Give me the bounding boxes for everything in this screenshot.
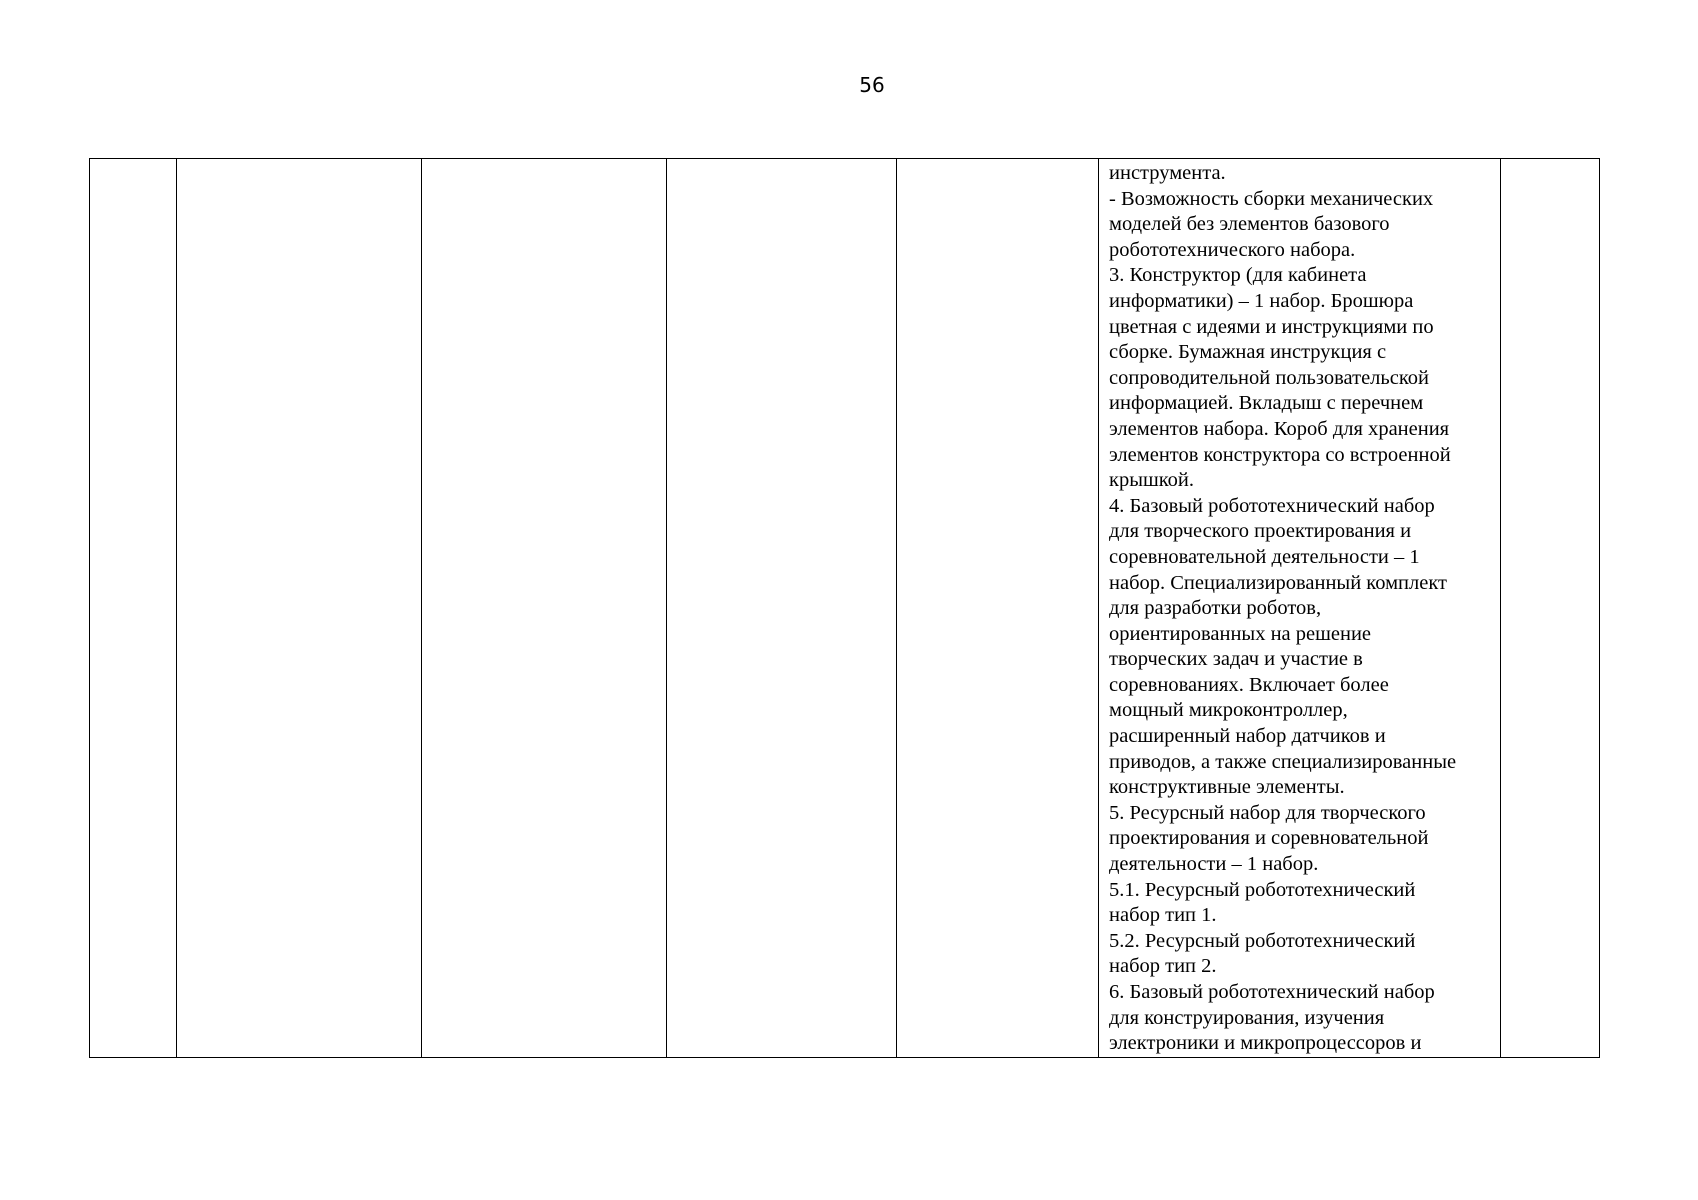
description-text: [1109, 161, 1494, 1057]
description-line: соревнованиях. Включает более: [1109, 673, 1389, 696]
description-line: набор тип 2.: [1109, 955, 1217, 978]
description-line: набор. Специализированный комплект: [1109, 571, 1447, 594]
table-cell-description: [1099, 159, 1501, 1058]
description-line: крышкой.: [1109, 469, 1195, 492]
description-line: элементов набора. Короб для хранения: [1109, 417, 1450, 440]
table-row: [90, 159, 1600, 1058]
description-line: электроники и микропроцессоров и: [1109, 1032, 1422, 1055]
description-line: информатики) – 1 набор. Брошюра: [1109, 289, 1414, 312]
description-line: элементов конструктора со встроенной: [1109, 443, 1451, 466]
description-line: приводов, а также специализированные: [1109, 750, 1457, 773]
description-line: - Возможность сборки механических: [1109, 187, 1434, 210]
page-number: 56: [859, 73, 885, 97]
description-line: 5. Ресурсный набор для творческого: [1109, 801, 1426, 824]
description-line: деятельности – 1 набор.: [1109, 853, 1319, 876]
description-line: ориентированных на решение: [1109, 622, 1372, 645]
description-line: расширенный набор датчиков и: [1109, 725, 1386, 748]
description-line: 6. Базовый робототехнический набор: [1109, 981, 1435, 1003]
description-line: для разработки роботов,: [1109, 597, 1322, 620]
table-cell-col-2: [177, 159, 422, 1058]
table-cell-number: [90, 159, 177, 1058]
description-line: сборке. Бумажная инструкция с: [1109, 341, 1387, 364]
description-line: моделей без элементов базового: [1109, 213, 1390, 236]
table-cell-col-3: [422, 159, 667, 1058]
description-line: набор тип 1.: [1109, 904, 1217, 927]
description-line: конструктивные элементы.: [1109, 776, 1345, 799]
description-line: мощный микроконтроллер,: [1109, 699, 1348, 722]
table-cell-col-4: [667, 159, 897, 1058]
description-line: цветная с идеями и инструкциями по: [1109, 315, 1434, 338]
description-line: 5.2. Ресурсный робототехнический: [1109, 929, 1416, 952]
description-line: 5.1. Ресурсный робототехнический: [1109, 878, 1416, 901]
description-line: сопроводительной пользовательской: [1109, 366, 1429, 389]
table-cell-col-5: [897, 159, 1099, 1058]
description-line: робототехнического набора.: [1109, 238, 1356, 261]
description-line: 3. Конструктор (для кабинета: [1109, 264, 1367, 287]
table-cell-col-7: [1501, 159, 1600, 1058]
description-line: проектирования и соревновательной: [1109, 827, 1429, 850]
description-line: соревновательной деятельности – 1: [1109, 545, 1420, 568]
description-line: творческих задач и участие в: [1109, 648, 1363, 671]
description-line: для конструирования, изучения: [1109, 1006, 1385, 1029]
description-line: для творческого проектирования и: [1109, 520, 1412, 543]
equipment-table: [89, 158, 1600, 1058]
description-line: инструмента.: [1109, 162, 1226, 184]
description-line: информацией. Вкладыш с перечнем: [1109, 392, 1424, 415]
description-line: 4. Базовый робототехнический набор: [1109, 494, 1435, 517]
